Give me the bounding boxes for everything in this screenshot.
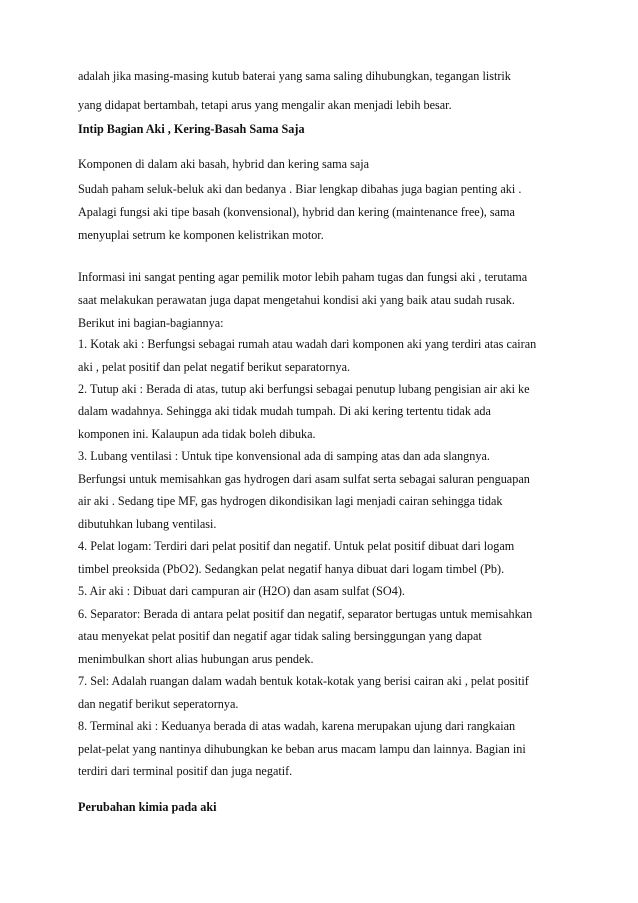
text-line: Informasi ini sangat penting agar pemilik motor lebih paham tugas dan fungsi aki , terutama xyxy=(78,270,528,284)
list-item-line: dalam wadahnya. Sehingga aki tidak mudah tumpah. Di aki kering tertentu tidak ada xyxy=(78,404,491,418)
text-line: saat melakukan perawatan juga dapat mengetahui kondisi aki yang baik atau sudah rusak. xyxy=(78,293,515,307)
text-line: Apalagi fungsi aki tipe basah (konvensional), hybrid dan kering (maintenance free), sama xyxy=(78,205,515,219)
list-item-line: dan negatif berikut seperatornya. xyxy=(78,697,239,711)
list-item-line: komponen ini. Kalaupun ada tidak boleh dibuka. xyxy=(78,427,316,441)
list-item-line: 1. Kotak aki : Berfungsi sebagai rumah atau wadah dari komponen aki yang terdiri atas cairan xyxy=(78,337,537,351)
list-item-line: 3. Lubang ventilasi : Untuk tipe konvensional ada di samping atas dan ada slangnya. xyxy=(78,449,490,463)
list-item-line: 8. Terminal aki : Keduanya berada di atas wadah, karena merupakan ujung dari rangkaian xyxy=(78,719,516,733)
list-item-line: timbel preoksida (PbO2). Sedangkan pelat negatif hanya dibuat dari logam timbel (Pb). xyxy=(78,562,505,576)
text-line: yang didapat bertambah, tetapi arus yang mengalir akan menjadi lebih besar. xyxy=(78,98,452,112)
list-item-line: 2. Tutup aki : Berada di atas, tutup aki berfungsi sebagai penutup lubang pengisian air aki ke xyxy=(78,382,530,396)
text-line: menyuplai setrum ke komponen kelistrikan motor. xyxy=(78,228,324,242)
text-line: Sudah paham seluk-beluk aki dan bedanya . Biar lengkap dibahas juga bagian penting aki . xyxy=(78,182,522,196)
text-line: Komponen di dalam aki basah, hybrid dan kering sama saja xyxy=(78,157,370,171)
list-item-line: air aki . Sedang tipe MF, gas hydrogen dikondisikan lagi menjadi cairan sehingga tidak xyxy=(78,494,503,508)
list-item-line: 7. Sel: Adalah ruangan dalam wadah bentuk kotak-kotak yang berisi cairan aki , pelat positif xyxy=(78,674,529,688)
text-line: Berikut ini bagian-bagiannya: xyxy=(78,316,224,330)
list-item-line: Berfungsi untuk memisahkan gas hydrogen dari asam sulfat serta sebagai saluran penguapan xyxy=(78,472,530,486)
section-heading: Perubahan kimia pada aki xyxy=(78,800,217,814)
list-item-line: dibutuhkan lubang ventilasi. xyxy=(78,517,217,531)
list-item-line: menimbulkan short alias hubungan arus pendek. xyxy=(78,652,314,666)
list-item-line: 4. Pelat logam: Terdiri dari pelat positif dan negatif. Untuk pelat positif dibuat dari logam xyxy=(78,539,515,553)
list-item-line: aki , pelat positif dan pelat negatif berikut separatornya. xyxy=(78,360,351,374)
section-heading: Intip Bagian Aki , Kering-Basah Sama Saja xyxy=(78,122,305,136)
list-item-line: 6. Separator: Berada di antara pelat positif dan negatif, separator bertugas untuk memisahkan xyxy=(78,607,533,621)
list-item-line: atau menyekat pelat positif dan negatif agar tidak saling bersinggungan yang dapat xyxy=(78,629,482,643)
list-item-line: terdiri dari terminal positif dan juga negatif. xyxy=(78,764,293,778)
list-item-line: 5. Air aki : Dibuat dari campuran air (H2O) dan asam sulfat (SO4). xyxy=(78,584,405,598)
text-line: adalah jika masing-masing kutub baterai yang sama saling dihubungkan, tegangan listrik xyxy=(78,69,511,83)
list-item-line: pelat-pelat yang nantinya dihubungkan ke beban arus macam lampu dan lainnya. Bagian ini xyxy=(78,742,526,756)
